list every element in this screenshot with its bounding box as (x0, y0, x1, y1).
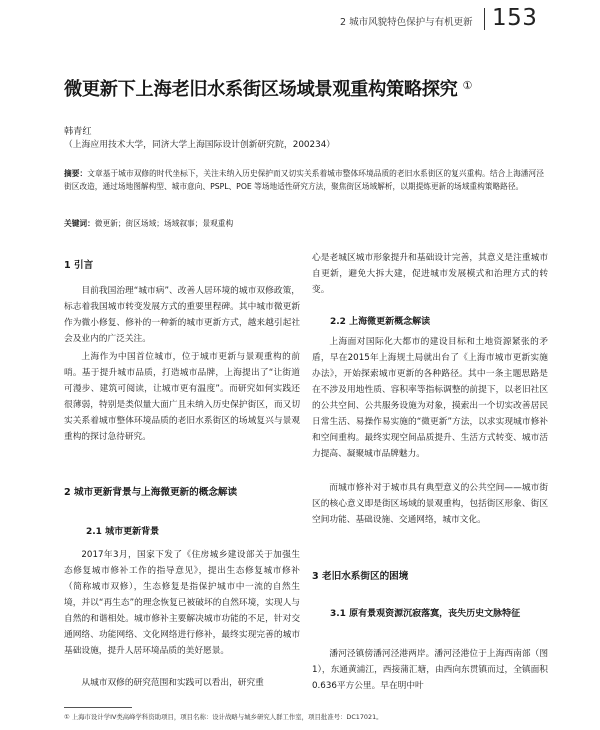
abstract-label: 摘要： (64, 169, 88, 178)
abstract (64, 168, 544, 194)
keywords-text: 微更新；街区场域；场域叙事；景观重构 (94, 219, 234, 228)
title-footnote-marker: ① (462, 79, 473, 92)
running-header-section: 2 城市风貌特色保护与有机更新 (340, 17, 473, 28)
subsection-heading-2-1: 2.1 城市更新背景 (86, 527, 160, 537)
keywords-label: 关键词： (64, 219, 95, 228)
author-affiliation: （上海应用技术大学，同济大学上海国际设计创新研究院，200234） (64, 140, 336, 150)
paragraph-intro-1: 目前我国治理“城市病”、改善人居环境的城市双修政策，标志着我国城市转变发展方式的重要里程碑。其中城市微更新作为微小修复、修补的一种新的城市更新方式，越来越引起社会及业内的广泛关注。 (64, 286, 300, 344)
paragraph-2-1-a: 2017年3月，国家下发了《住房城乡建设部关于加强生态修复城市修补工作的指导意见》，提出生态修复城市修补（简称城市双修），生态修复是指保护城市中一流的自然生境，并以“再生态”的理念恢复已被破坏的自然环境，实现人与自然的和谐相处。城市修补主要解决城市功能的不足，针对交通网络、功能网络、文化网络进行修补，最终实现完善的城市基础设施，提升人居环境品质的美好愿景。 (64, 550, 300, 656)
author-name: 韩青红 (64, 126, 92, 137)
paragraph-2-1-b: 从城市双修的研究范围和实践可以看出，研究重 (81, 678, 264, 688)
article-title-text: 微更新下上海老旧水系街区场域景观重构策略探究 (64, 79, 458, 100)
footnote: ① 上海市设计学IV类高峰学科资助项目，项目名称：设计战略与城乡研究人群工作室，项目批准号：DC17021。 (64, 713, 383, 721)
paragraph-2-2-b: 而城市修补对于城市具有典型意义的公共空间——城市街区的核心意义即是街区场域的景观重构，包括街区形象、街区空间功能、基础设施、交通网络，城市文化。 (312, 483, 548, 525)
section-heading-2: 2 城市更新背景与上海微更新的概念解读 (64, 487, 238, 498)
article-title (64, 75, 472, 101)
subsection-heading-3-1: 3.1 原有景观资源沉寂落寞，丧失历史文脉特征 (330, 609, 521, 619)
section-heading-3: 3 老旧水系街区的困境 (312, 571, 409, 582)
keywords (64, 218, 233, 229)
paragraph-continued: 心是老城区城市形象提升和基础设计完善，其意义是注重城市自更新，避免大拆大建，促进城市发展模式和治理方式的转变。 (312, 253, 548, 295)
paragraph-3-1-a: 潘河泾镇傍潘河泾港两岸。潘河泾港位于上海西南部（图1），东通黄浦江，西接蒲汇塘，由西向东贯镇而过，全镇面积0.636平方公里。早在明中叶 (312, 649, 548, 691)
paragraph-intro-2: 上海作为中国首位城市，位于城市更新与景观重构的前哨。基于提升城市品质，打造城市品牌，上海提出了“让街道可漫步、建筑可阅读，让城市更有温度”。而研究如何实践还很薄弱，特别是类似量大面广且未纳入历史保护街区，而又切实关系着城市整体环境品质的老旧水系街区的场域复兴与景观重构的探讨急待研究。 (64, 352, 300, 442)
footnote-divider (64, 707, 132, 708)
header-divider (484, 8, 485, 30)
subsection-heading-2-2: 2.2 上海微更新概念解读 (330, 317, 431, 327)
abstract-text: 文章基于城市双修的时代坐标下，关注未纳入历史保护而又切实关系着城市整体环境品质的老旧水系街区的复兴重构。结合上海潘河泾街区改造，通过场地图解构型、城市意向、PSPL、POE 等场地适性研究方法，聚焦街区场域解析，以期提炼更新的场域重构策略路径。 (64, 169, 544, 191)
section-heading-1: 1 引言 (64, 260, 94, 271)
paragraph-2-2-a: 上海面对国际化大都市的建设目标和土地资源紧张的矛盾，早在2015年上海规土局就出台了《上海市城市更新实施办法》，开始探索城市更新的各种路径。其中一条主题思路是在不涉及用地性质、容积率等指标调整的前提下，以老旧社区的公共空间、公共服务设施为对象，摸索出一个切实改善居民日常生活、易操作易实施的“微更新”方法，以求实现城市修补和空间重构。最终实现空间品质提升、生活方式转变、城市活力提高、凝聚城市品牌魅力。 (312, 337, 548, 459)
page-number: 153 (492, 5, 538, 31)
